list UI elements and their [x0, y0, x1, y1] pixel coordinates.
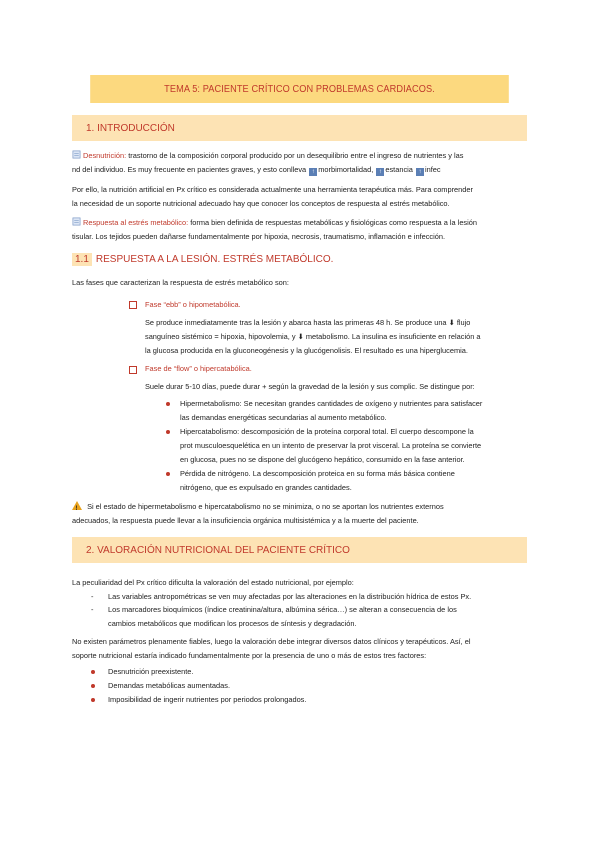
fase-flow-intro: Suele durar 5-10 días, puede durar + según la gravedad de la lesión y sus complic. Se distingue por: [145, 382, 475, 391]
text-line: infec [424, 165, 441, 174]
peculiaridad: La peculiaridad del Px crítico dificulta la valoración del estado nutricional, por ejemplo: [72, 578, 354, 587]
text-line: forma bien definida de respuestas metabólicas y fisiológicas como respuesta a la lesión [190, 218, 477, 227]
arrow-up-icon: ↑ [376, 168, 384, 176]
bullet-icon [91, 684, 95, 688]
dash-item-1: Las variables antropométricas se ven muy afectadas por las alteraciones en la distribución hídrica de estos Px. [108, 592, 472, 601]
subsection-number: 1.1 [72, 253, 92, 266]
warning-line1 [72, 500, 530, 514]
fase-ebb-line3: la glucosa producida en la gluconeogénesis y la glucógenolisis. El resultado es una hiperglucemia. [145, 346, 468, 355]
no-existen-line1: No existen parámetros plenamente fiables, luego la valoración debe integrar diversos datos clínicos y terapéuticos. Así, el [72, 637, 471, 646]
no-existen-line2: soporte nutricional estaría indicado fundamentalmente por la presencia de uno o más de estos tres factores: [72, 651, 427, 660]
text-line: estancia [385, 165, 413, 174]
flow-bullet-3-line2: nitrógeno, que es expulsado en grandes cantidades. [180, 483, 352, 492]
text-line: nd del individuo. Es muy frecuente en pacientes graves, y esto conlleva [72, 165, 307, 174]
bullet-icon [166, 402, 170, 406]
warning-line2: adecuados, la respuesta puede llevar a la insuficiencia orgánica multisistémica y a la muerte del paciente. [72, 516, 419, 525]
checkbox-icon [129, 366, 137, 374]
flow-bullet-3-line1: Pérdida de nitrógeno. La descomposición proteica en su forma más básica contiene [180, 469, 455, 478]
subsection-heading-1-1 [72, 253, 333, 266]
page-title: TEMA 5: PACIENTE CRÍTICO CON PROBLEMAS CARDIACOS. [90, 75, 509, 103]
subsection-title: RESPUESTA A LA LESIÓN. ESTRÉS METABÓLICO. [95, 254, 334, 265]
note-icon [72, 150, 81, 159]
text-line: Si el estado de hipermetabolismo e hipercatabolismo no se minimiza, o no se aportan los nutrientes externos [87, 502, 444, 511]
factor-item-3: Imposibilidad de ingerir nutrientes por periodos prolongados. [108, 695, 307, 704]
text-line: trastorno de la composición corporal producido por un desequilibrio entre el ingreso de nutrientes y las [128, 151, 464, 160]
term-respuesta: Respuesta al estrés metabólico: [83, 218, 189, 227]
bullet-icon [91, 698, 95, 702]
fase-ebb-heading: Fase “ebb” o hipometabólica. [145, 300, 241, 309]
section-heading-introduccion: 1. INTRODUCCIÓN [72, 115, 527, 141]
dash-item-2-line1: Los marcadores bioquímicos (índice creatinina/altura, albúmina sérica…) se alteran a consecuencia de los [108, 605, 457, 614]
fase-ebb-line2: sanguíneo sistémico = hipoxia, hipovolemia, y ⬇ metabolismo. La insulina es insuficiente en relación a [145, 332, 481, 341]
bullet-icon [166, 472, 170, 476]
fases-intro: Las fases que caracterizan la respuesta de estrés metabólico son: [72, 278, 289, 287]
fase-ebb-line1: Se produce inmediatamente tras la lesión y abarca hasta las primeras 48 h. Se produce una ⬇ flujo [145, 318, 471, 327]
factor-item-2: Demandas metabólicas aumentadas. [108, 681, 231, 690]
paragraph-desnutricion [72, 149, 530, 163]
flow-bullet-2-line1: Hipercatabolismo: descomposición de la proteína corporal total. El cuerpo descompone la [180, 427, 474, 436]
checkbox-icon [129, 301, 137, 309]
text-line: morbimortalidad, [318, 165, 374, 174]
dash-icon: - [91, 605, 94, 614]
bullet-icon [91, 670, 95, 674]
warning-icon [72, 501, 82, 510]
fase-flow-heading: Fase de “flow” o hipercatabólica. [145, 364, 252, 373]
paragraph-respuesta [72, 216, 530, 230]
flow-bullet-1-line1: Hipermetabolismo: Se necesitan grandes cantidades de oxígeno y nutrientes para satisfacer [180, 399, 483, 408]
paragraph-desnutricion-line2 [72, 163, 530, 177]
arrow-up-icon: ↑ [416, 168, 424, 176]
bullet-icon [166, 430, 170, 434]
paragraph-por-ello-1: Por ello, la nutrición artificial en Px crítico es considerada actualmente una herramienta terapéutica más. Para comprender [72, 185, 473, 194]
paragraph-por-ello-2: la necesidad de un soporte nutricional adecuado hay que conocer los conceptos de respuesta al estrés metabólico. [72, 199, 450, 208]
paragraph-respuesta-2: tisular. Los tejidos pueden dañarse fundamentalmente por hipoxia, necrosis, traumatismo, inflamación e infección. [72, 232, 446, 241]
section-heading-valoracion: 2. VALORACIÓN NUTRICIONAL DEL PACIENTE CRÍTICO [72, 537, 527, 563]
arrow-up-icon: ↑ [309, 168, 317, 176]
flow-bullet-2-line2: prot musculoesquelética en un intento de preservar la prot visceral. La proteína se convierte [180, 441, 482, 450]
factor-item-1: Desnutrición preexistente. [108, 667, 194, 676]
flow-bullet-2-line3: en glucosa, pues no se dispone del glucógeno hepático, consumido en la fase anterior. [180, 455, 465, 464]
dash-icon: - [91, 592, 94, 601]
term-desnutricion: Desnutrición: [83, 151, 127, 160]
note-icon [72, 217, 81, 226]
dash-item-2-line2: cambios metabólicos que modifican los procesos de síntesis y degradación. [108, 619, 357, 628]
flow-bullet-1-line2: las demandas energéticas secundarias al aumento metabólico. [180, 413, 387, 422]
